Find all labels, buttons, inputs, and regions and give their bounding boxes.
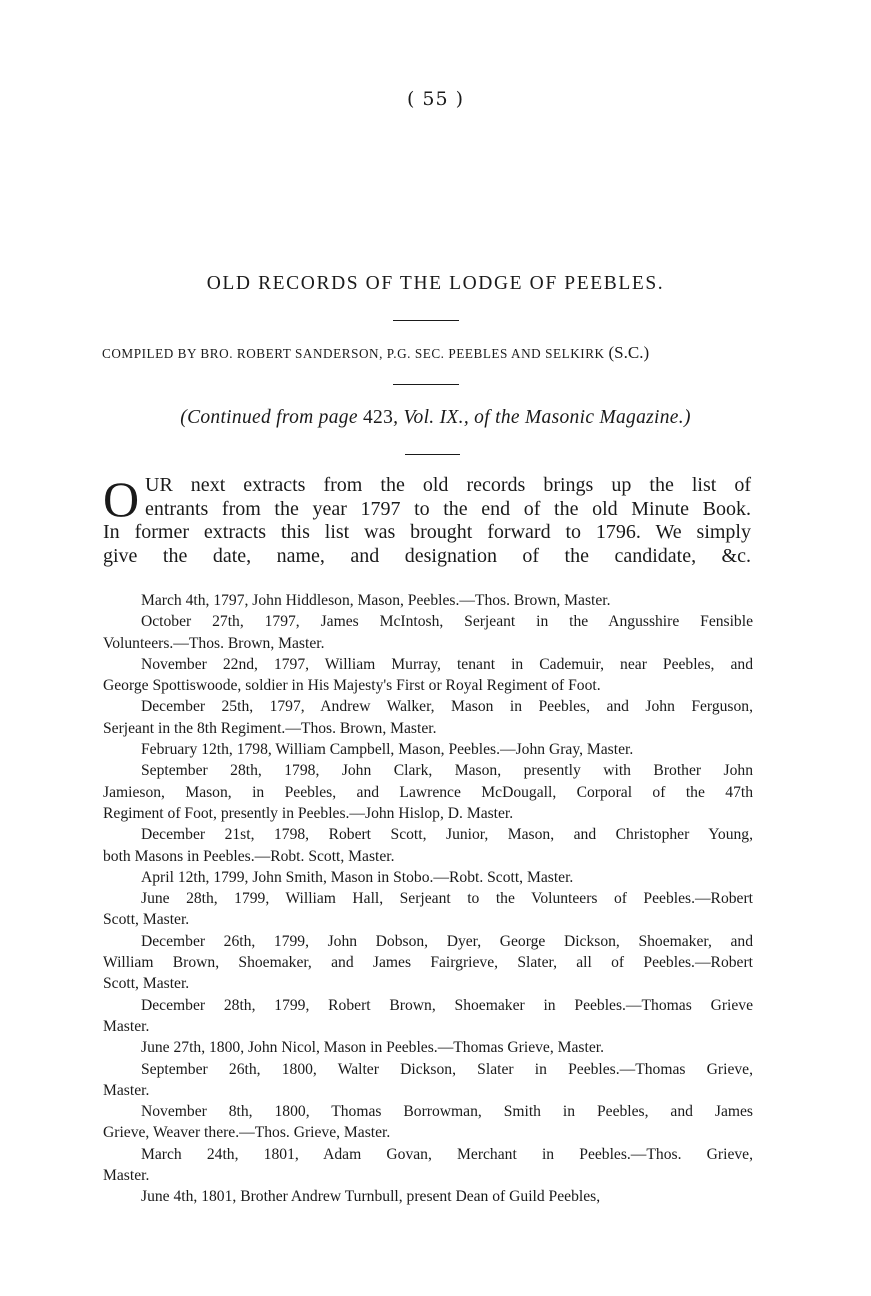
entry-line: March 24th, 1801, Adam Govan, Merchant in Peebles.—Thos. Grieve, bbox=[141, 1145, 753, 1163]
entry-line: November 8th, 1800, Thomas Borrowman, Smith in Peebles, and James bbox=[141, 1103, 753, 1121]
entry-line: December 28th, 1799, Robert Brown, Shoemaker in Peebles.—Thomas Grieve bbox=[141, 996, 753, 1014]
entry-line: December 21st, 1798, Robert Scott, Junior, Mason, and Christopher Young, bbox=[141, 826, 753, 844]
continued-open-paren: ( bbox=[180, 407, 188, 428]
continued-page: 423 bbox=[362, 407, 394, 428]
compiled-by-line bbox=[102, 343, 752, 363]
divider-rule bbox=[405, 454, 460, 455]
entry-line: June 27th, 1800, John Nicol, Mason in Peebles.—Thomas Grieve, Master. bbox=[141, 1039, 604, 1057]
entry-line: both Masons in Peebles.—Robt. Scott, Master. bbox=[103, 847, 395, 865]
intro-line: entrants from the year 1797 to the end of the old Minute Book. bbox=[145, 497, 751, 520]
entry-line: Scott, Master. bbox=[103, 911, 190, 929]
compiled-by-text: COMPILED BY BRO. ROBERT SANDERSON, P.G. SEC. PEEBLES AND SELKIRK bbox=[102, 346, 609, 361]
entry-line: Jamieson, Mason, in Peebles, and Lawrence McDougall, Corporal of the 47th bbox=[103, 783, 753, 801]
entry-line: William Brown, Shoemaker, and James Fairgrieve, Slater, all of Peebles.—Robert bbox=[103, 954, 753, 972]
article-title: OLD RECORDS OF THE LODGE OF PEEBLES. bbox=[206, 273, 665, 294]
entry-line: Master. bbox=[103, 1081, 150, 1099]
compiled-by-suffix: (S.C.) bbox=[608, 343, 650, 362]
entry-line: Regiment of Foot, presently in Peebles.—John Hislop, D. Master. bbox=[103, 804, 514, 822]
entry-line: June 28th, 1799, William Hall, Serjeant to the Volunteers of Peebles.—Robert bbox=[141, 890, 753, 908]
entry-line: George Spottiswoode, soldier in His Majesty's First or Royal Regiment of Foot. bbox=[103, 677, 601, 695]
entry-line: September 28th, 1798, John Clark, Mason, presently with Brother John bbox=[141, 762, 753, 780]
entry-line: October 27th, 1797, James McIntosh, Serjeant in the Angusshire Fensible bbox=[141, 613, 753, 631]
continued-note bbox=[0, 407, 871, 429]
entry-line: Serjeant in the 8th Regiment.—Thos. Brown, Master. bbox=[103, 719, 437, 737]
entry-line: September 26th, 1800, Walter Dickson, Slater in Peebles.—Thomas Grieve, bbox=[141, 1060, 753, 1078]
continued-close-paren: ) bbox=[683, 407, 691, 428]
drop-cap: O bbox=[103, 471, 140, 527]
intro-line: UR next extracts from the old records brings up the list of bbox=[145, 474, 751, 496]
continued-text: Continued from page bbox=[187, 407, 363, 428]
entry-line: Grieve, Weaver there.—Thos. Grieve, Master. bbox=[103, 1124, 391, 1142]
intro-line: give the date, name, and designation of the candidate, &c. bbox=[103, 544, 751, 567]
entry-line: February 12th, 1798, William Campbell, Mason, Peebles.—John Gray, Master. bbox=[141, 741, 634, 759]
entry-line: Scott, Master. bbox=[103, 975, 190, 993]
entrants-list bbox=[103, 590, 753, 1208]
divider-rule bbox=[393, 320, 459, 321]
intro-line: In former extracts this list was brought forward to 1796. We simply bbox=[103, 521, 751, 543]
entry-line: June 4th, 1801, Brother Andrew Turnbull, present Dean of Guild Peebles, bbox=[141, 1188, 601, 1206]
divider-rule bbox=[393, 384, 459, 385]
entry-line: Volunteers.—Thos. Brown, Master. bbox=[103, 634, 325, 652]
page-number: ( 55 ) bbox=[406, 88, 465, 110]
entry-line: Master. bbox=[103, 1167, 150, 1185]
entry-line: March 4th, 1797, John Hiddleson, Mason, Peebles.—Thos. Brown, Master. bbox=[141, 592, 611, 609]
entry-line: Master. bbox=[103, 1017, 150, 1035]
entry-line: December 25th, 1797, Andrew Walker, Mason in Peebles, and John Ferguson, bbox=[141, 698, 753, 716]
entry-line: December 26th, 1799, John Dobson, Dyer, George Dickson, Shoemaker, and bbox=[141, 932, 753, 950]
entry-line: April 12th, 1799, John Smith, Mason in Stobo.—Robt. Scott, Master. bbox=[141, 868, 574, 886]
entry-line: November 22nd, 1797, William Murray, tenant in Cademuir, near Peebles, and bbox=[141, 655, 753, 673]
intro-paragraph bbox=[103, 471, 751, 568]
continued-rest: , Vol. IX., of the Masonic Magazine. bbox=[393, 407, 684, 428]
